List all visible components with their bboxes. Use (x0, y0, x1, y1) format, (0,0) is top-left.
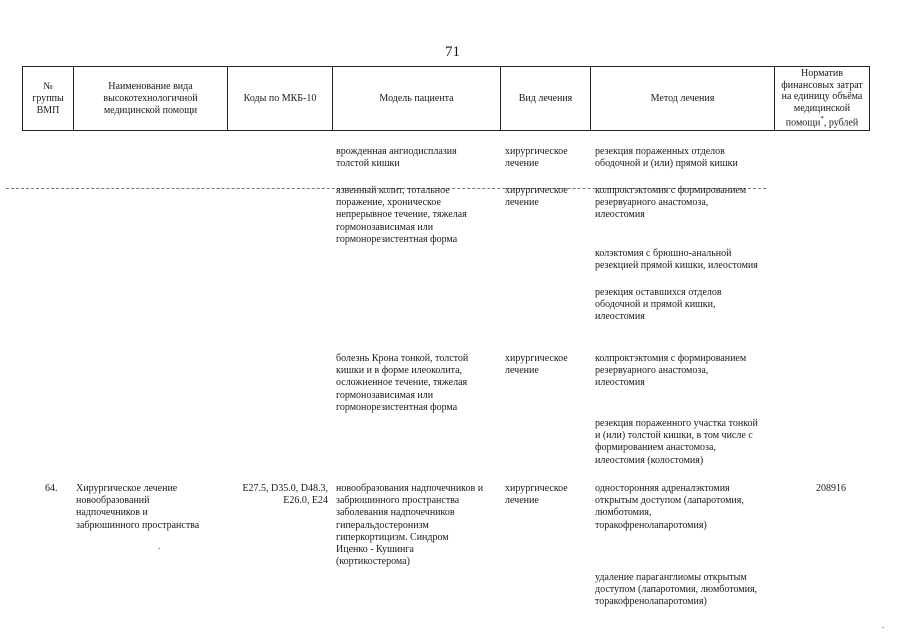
footnote-mark: * (820, 115, 824, 124)
treatment-method-cell: резекция оставшихся отделов ободочной и прямой кишки, илеостомия (595, 287, 722, 323)
treatment-method-cell: резекция пораженного участка тонкой и (или) толстой кишки, в том числе с формированием анастомоза, илеостомия (колостомия) (595, 418, 758, 466)
header-treatment-method: Метод лечения (650, 92, 715, 104)
treatment-method-cell: колпроктэктомия с формированием резервуарного анастомоза, илеостомия (595, 353, 747, 389)
patient-model-cell: новообразования надпочечников и забрюшинного пространства заболевания надпочечников гиперальдостеронизм гиперкортицизм. Синдром Иценко - Кушинга (кортикостерома) (336, 483, 484, 568)
patient-model-cell: болезнь Крона тонкой, толстой кишки и в форме илеоколита, осложненное течение, тяжелая гормонозависимая или гормонорезистентная форма (336, 353, 469, 413)
scan-speck (158, 548, 160, 549)
treatment-type-cell: хирургическое лечение (505, 146, 568, 170)
header-group-no: № группы ВМП (32, 80, 64, 116)
cost-cell: 208916 (816, 483, 846, 494)
header-care-type: Наименование вида высокотехнологичной медицинской помощи (103, 80, 198, 116)
header-icd-codes: Коды по МКБ-10 (243, 92, 317, 104)
patient-model-cell: язвенный колит, тотальное поражение, хроническое непрерывное течение, тяжелая гормонозависимая или гормонорезистентная форма (336, 185, 467, 245)
header-cost-norm: Норматив финансовых затрат на единицу объёма медицинской помощи*, рублей (781, 68, 863, 129)
treatment-method-cell: колпроктэктомия с формированием резервуарного анастомоза, илеостомия (595, 185, 747, 221)
treatment-method-cell: удаление параганглиомы открытым доступом (лапаротомия, люмботомия, торакофренолапаротомия) (595, 572, 758, 608)
treatment-type-cell: хирургическое лечение (505, 483, 568, 507)
header-divider (869, 66, 870, 131)
treatment-method-cell: односторонняя адреналэктомия открытым доступом (лапаротомия, люмботомия, торакофренолапаротомия) (595, 483, 744, 531)
page-number: 71 (445, 44, 460, 60)
header-bottom-rule (22, 130, 870, 131)
care-type-cell: Хирургическое лечение новообразований надпочечников и забрюшинного пространства (76, 483, 200, 531)
header-treatment-type: Вид лечения (518, 92, 573, 104)
icd-codes-cell: E27.5, D35.0, D48.3, E26.0, E24 (242, 483, 328, 507)
patient-model-cell: врожденная ангиодисплазия толстой кишки (336, 146, 457, 170)
group-number-cell: 64. (45, 483, 58, 494)
treatment-type-cell: хирургическое лечение (505, 353, 568, 377)
scan-speck (882, 627, 884, 628)
treatment-method-cell: резекция пораженных отделов ободочной и (или) прямой кишки (595, 146, 738, 170)
header-patient-model: Модель пациента (379, 92, 454, 104)
treatment-type-cell: хирургическое лечение (505, 185, 568, 209)
treatment-method-cell: колэктомия с брюшно-анальной резекцией прямой кишки, илеостомия (595, 248, 758, 272)
